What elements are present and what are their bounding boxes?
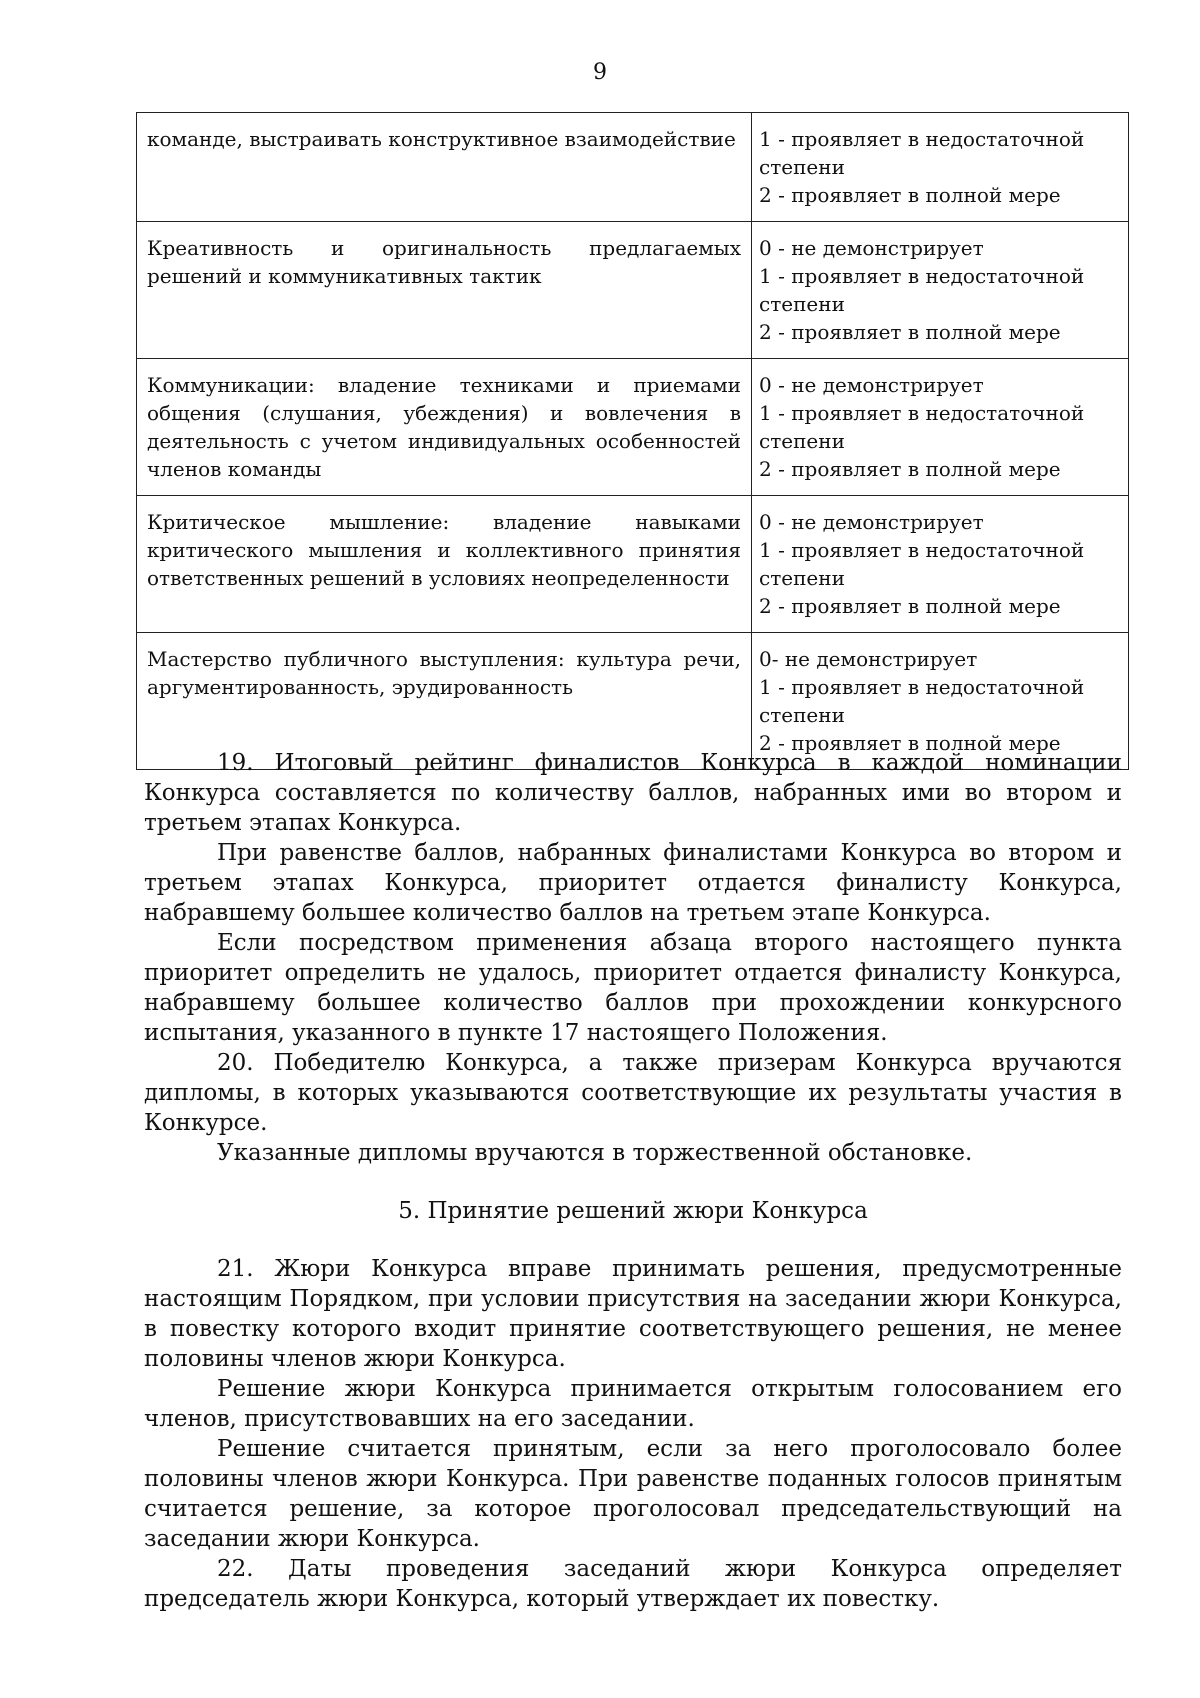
score-cell	[752, 359, 1129, 496]
score-line: 0- не демонстрирует	[759, 647, 978, 671]
score-line: степени	[759, 429, 845, 453]
criterion-cell: команде, выстраивать конструктивное взаимодействие	[137, 113, 752, 222]
score-line: 1 - проявляет в недостаточной	[759, 675, 1085, 699]
score-line: степени	[759, 703, 845, 727]
score-line: 2 - проявляет в полной мере	[759, 320, 1061, 344]
score-cell	[752, 113, 1129, 222]
score-line: 0 - не демонстрирует	[759, 236, 984, 260]
criterion-cell: Коммуникации: владение техниками и приемами общения (слушания, убеждения) и вовлечения в деятельность с учетом индивидуальных особенностей членов команды	[137, 359, 752, 496]
body-text	[144, 748, 1122, 1614]
table-row	[137, 359, 1129, 496]
table-row	[137, 222, 1129, 359]
paragraph-21-vote: Решение жюри Конкурса принимается открытым голосованием его членов, присутствовавших на его заседании.	[144, 1376, 1122, 1432]
criteria-table	[136, 112, 1129, 770]
criterion-cell: Креативность и оригинальность предлагаемых решений и коммуникативных тактик	[137, 222, 752, 359]
score-line: 1 - проявляет в недостаточной	[759, 264, 1085, 288]
score-line: 0 - не демонстрирует	[759, 373, 984, 397]
score-line: 2 - проявляет в полной мере	[759, 183, 1061, 207]
score-line: 0 - не демонстрирует	[759, 510, 984, 534]
table-row	[137, 113, 1129, 222]
paragraph-20: 20. Победителю Конкурса, а также призерам Конкурса вручаются дипломы, в которых указываются соответствующие их результаты участия в Конкурсе.	[144, 1050, 1122, 1136]
score-line: степени	[759, 292, 845, 316]
criterion-cell: Критическое мышление: владение навыками критического мышления и коллективного принятия ответственных решений в условиях неопределенности	[137, 496, 752, 633]
section-heading: 5. Принятие решений жюри Конкурса	[398, 1198, 868, 1224]
paragraph-22: 22. Даты проведения заседаний жюри Конкурса определяет председатель жюри Конкурса, который утверждает их повестку.	[144, 1556, 1122, 1612]
score-cell	[752, 496, 1129, 633]
paragraph-19: 19. Итоговый рейтинг финалистов Конкурса в каждой номинации Конкурса составляется по количеству баллов, набранных ими во втором и третьем этапах Конкурса.	[144, 750, 1122, 836]
score-cell	[752, 222, 1129, 359]
paragraph-21: 21. Жюри Конкурса вправе принимать решения, предусмотренные настоящим Порядком, при условии присутствия на заседании жюри Конкурса, в повестку которого входит принятие соответствующего решения, не менее половины членов жюри Конкурса.	[144, 1256, 1122, 1372]
page-number: 9	[593, 60, 607, 85]
score-line: степени	[759, 155, 845, 179]
score-line: 1 - проявляет в недостаточной	[759, 401, 1085, 425]
score-line: 2 - проявляет в полной мере	[759, 731, 1061, 755]
criterion-cell: Мастерство публичного выступления: культура речи, аргументированность, эрудированность	[137, 633, 752, 770]
paragraph-19-tie-rule-2: Если посредством применения абзаца второго настоящего пункта приоритет определить не удалось, приоритет отдается финалисту Конкурса, набравшему большее количество баллов при прохождении конкурсного испытания, указанного в пункте 17 настоящего Положения.	[144, 930, 1122, 1046]
score-line: степени	[759, 566, 845, 590]
paragraph-19-tie-rule: При равенстве баллов, набранных финалистами Конкурса во втором и третьем этапах Конкурса, приоритет отдается финалисту Конкурса, набравшему большее количество баллов на третьем этапе Конкурса.	[144, 840, 1122, 926]
score-line: 1 - проявляет в недостаточной	[759, 127, 1085, 151]
table-row	[137, 496, 1129, 633]
score-line: 2 - проявляет в полной мере	[759, 457, 1061, 481]
score-line: 2 - проявляет в полной мере	[759, 594, 1061, 618]
score-line: 1 - проявляет в недостаточной	[759, 538, 1085, 562]
paragraph-20-ceremony: Указанные дипломы вручаются в торжественной обстановке.	[217, 1140, 973, 1166]
paragraph-21-majority: Решение считается принятым, если за него проголосовало более половины членов жюри Конкурса. При равенстве поданных голосов принятым считается решение, за которое проголосовал председательствующий на заседании жюри Конкурса.	[144, 1436, 1122, 1552]
